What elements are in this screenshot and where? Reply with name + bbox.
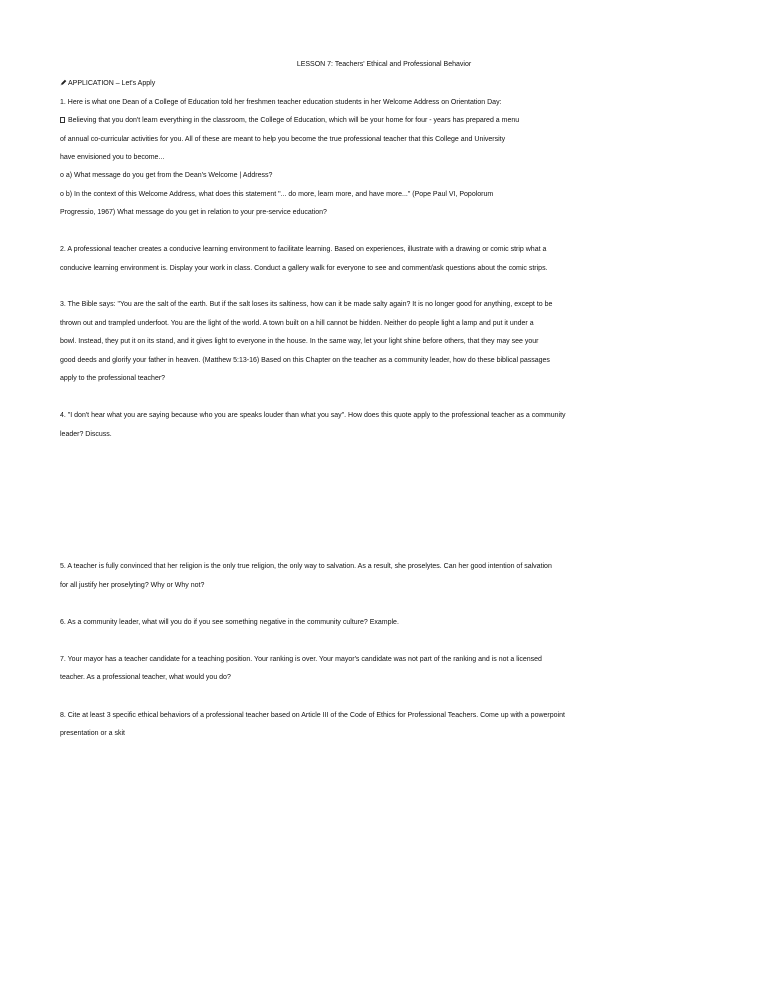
application-label: APPLICATION – Let's Apply (68, 80, 156, 87)
q1-line-2 (60, 116, 710, 125)
q1-line-5: o a) What message do you get from the Dean's Welcome | Address? (60, 172, 273, 179)
q4-line-1: 4. "I don't hear what you are saying because who you are speaks louder than what you say". How does this quote apply to the professional teacher as a community (60, 412, 566, 419)
q1-line-4: have envisioned you to become... (60, 154, 165, 161)
application-heading (60, 79, 155, 88)
q3-line-5: apply to the professional teacher? (60, 375, 166, 382)
q3-line-3: bowl. Instead, they put it on its stand, and it gives light to everyone in the house. In the same way, let your light shine before others, that they may see your (60, 338, 539, 345)
q4-line-2: leader? Discuss. (60, 431, 112, 438)
q1-line-6: o b) In the context of this Welcome Address, what does this statement "... do more, learn more, and have more..." (Pope Paul VI, Popolorum (60, 191, 494, 198)
q1-line-7: Progressio, 1967) What message do you get in relation to your pre-service education? (60, 209, 327, 216)
q8-line-2: presentation or a skit (60, 730, 125, 737)
pencil-icon (60, 79, 67, 86)
q3-line-2: thrown out and trampled underfoot. You are the light of the world. A town built on a hill cannot be hidden. Neither do people light a lamp and put it under a (60, 320, 534, 327)
q7-line-1: 7. Your mayor has a teacher candidate for a teaching position. Your ranking is over. Your mayor's candidate was not part of the ranking and is not a licensed (60, 656, 542, 663)
lesson-title: LESSON 7: Teachers' Ethical and Professional Behavior (296, 61, 472, 68)
q7-line-2: teacher. As a professional teacher, what would you do? (60, 674, 231, 681)
q1-line-1: 1. Here is what one Dean of a College of Education told her freshmen teacher education students in her Welcome Address on Orientation Day: (60, 99, 502, 106)
q1-line-2-text: Believing that you don't learn everything in the classroom, the College of Education, which will be your home for four - years has prepared a menu (68, 117, 520, 124)
checkbox-icon (60, 117, 65, 123)
q8-line-1: 8. Cite at least 3 specific ethical behaviors of a professional teacher based on Article III of the Code of Ethics for Professional Teachers. Come up with a powerpoint (60, 712, 565, 719)
q5-line-2: for all justify her proselyting? Why or Why not? (60, 582, 205, 589)
q1-line-3: of annual co-curricular activities for you. All of these are meant to help you become the true professional teacher that this College and University (60, 136, 506, 143)
q2-line-2: conducive learning environment is. Display your work in class. Conduct a gallery walk for everyone to see and comment/ask questions about the comic strips. (60, 265, 548, 272)
q6-line-1: 6. As a community leader, what will you do if you see something negative in the community culture? Example. (60, 619, 399, 626)
q3-line-1: 3. The Bible says: "You are the salt of the earth. But if the salt loses its saltiness, how can it be made salty again? It is no longer good for anything, except to be (60, 301, 553, 308)
q5-line-1: 5. A teacher is fully convinced that her religion is the only true religion, the only way to salvation. As a result, she proselytes. Can her good intention of salvation (60, 563, 552, 570)
q3-line-4: good deeds and glorify your father in heaven. (Matthew 5:13-16) Based on this Chapter on the teacher as a community leader, how do these biblical passages (60, 357, 550, 364)
q2-line-1: 2. A professional teacher creates a conducive learning environment to facilitate learning. Based on experiences, illustrate with a drawing or comic strip what a (60, 246, 547, 253)
